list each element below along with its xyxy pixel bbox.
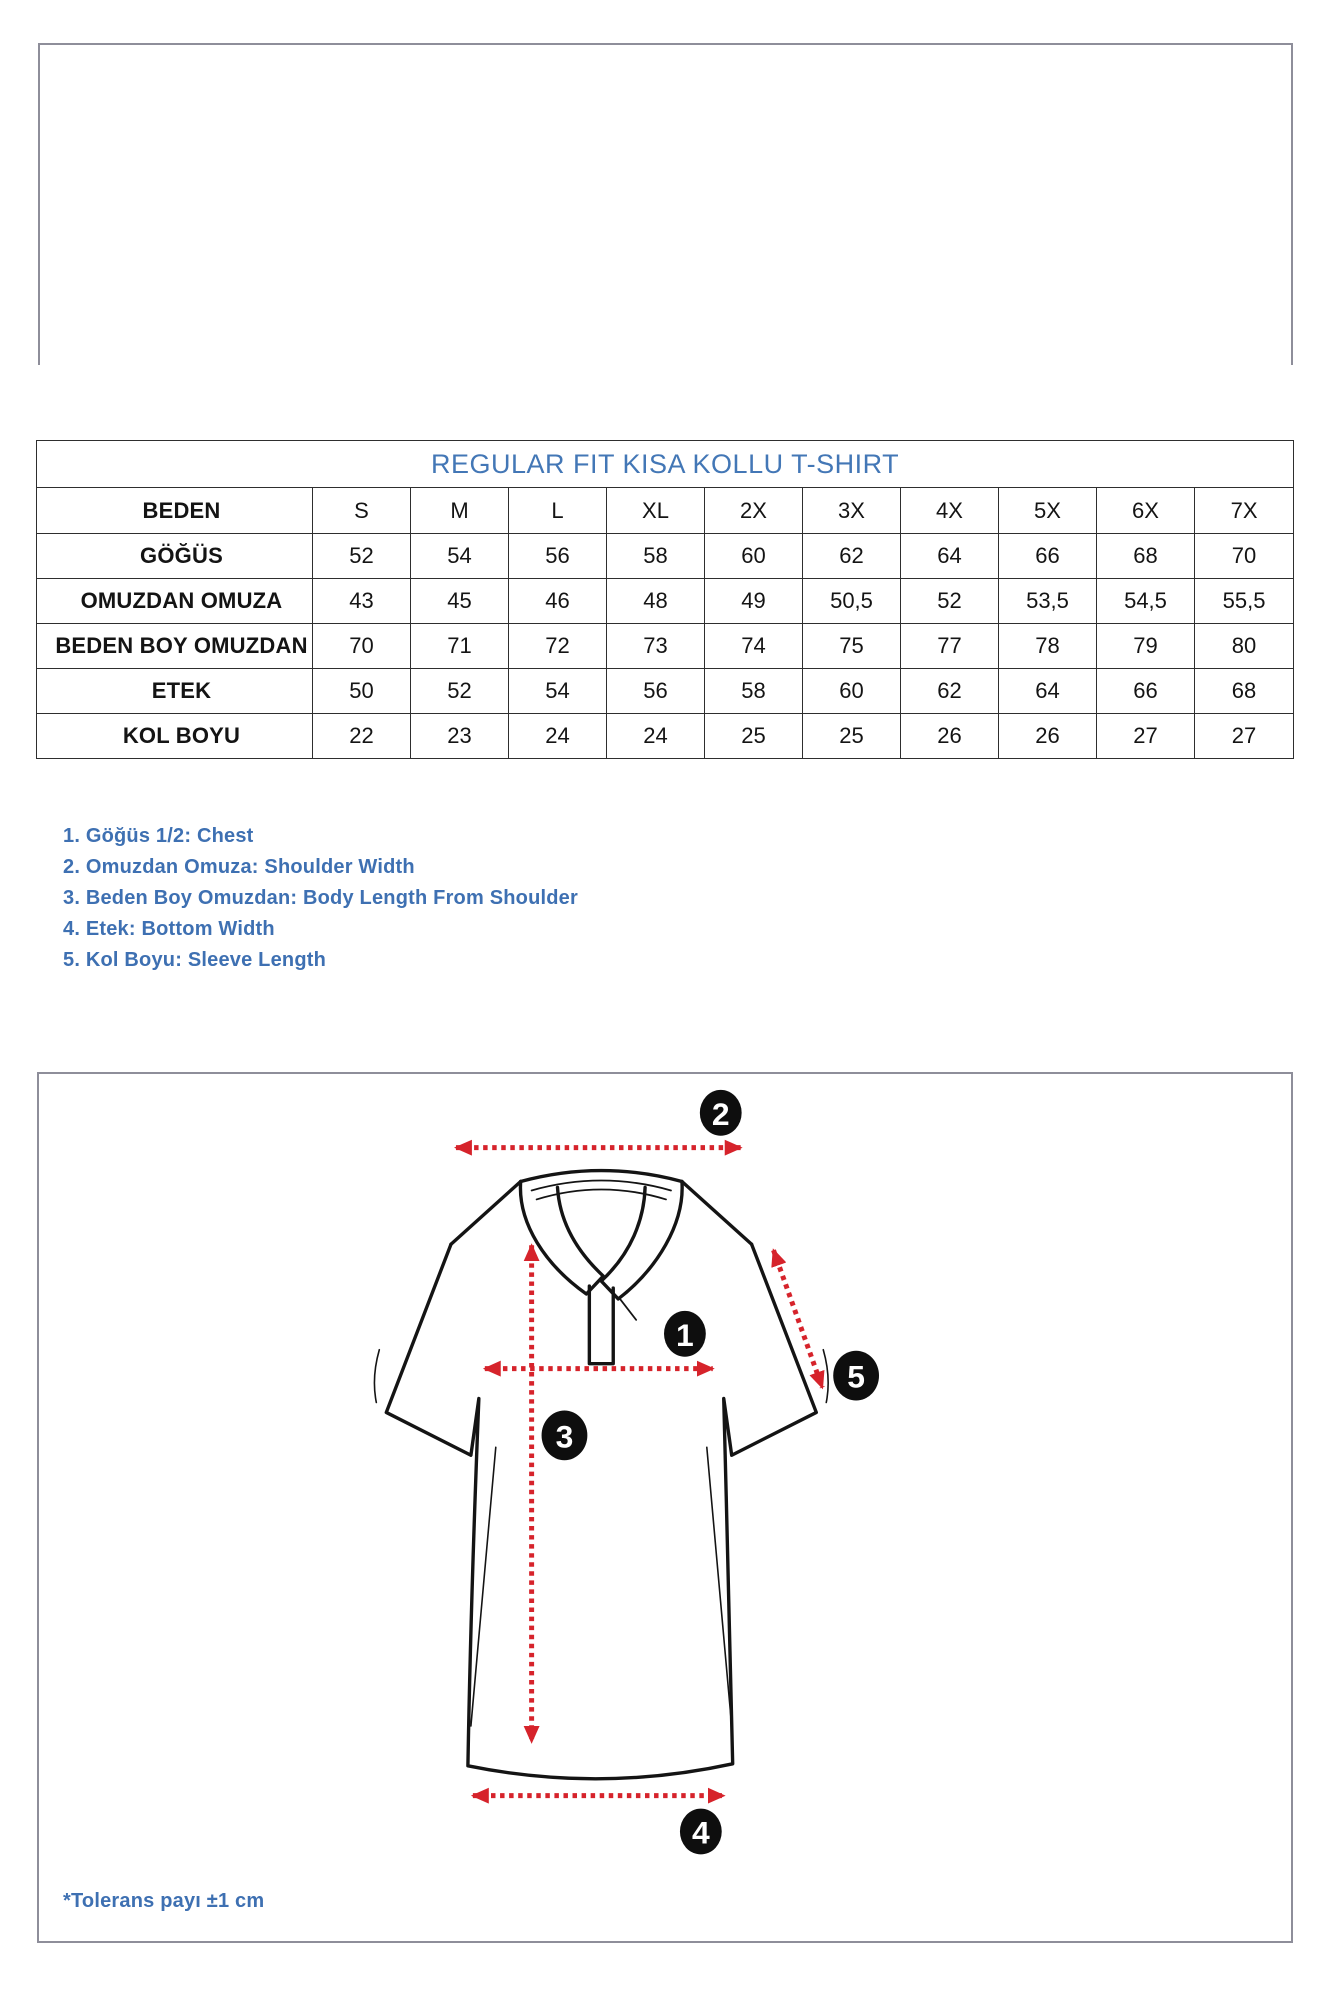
size-value-cell: 48 (607, 579, 705, 624)
measurement-row-label: KOL BOYU (37, 714, 313, 759)
polo-shirt-drawing (374, 1171, 828, 1779)
table-row (37, 579, 1294, 624)
measurement-row-label: ETEK (37, 669, 313, 714)
size-value-cell: 66 (999, 534, 1097, 579)
size-value-cell: 52 (313, 534, 411, 579)
size-value-cell: 27 (1195, 714, 1294, 759)
legend-item-sleeve-length: 5. Kol Boyu: Sleeve Length (63, 949, 327, 971)
table-row (37, 669, 1294, 714)
marker-3-body-length (542, 1410, 588, 1460)
size-col-header: L (509, 488, 607, 534)
size-col-header: 3X (803, 488, 901, 534)
size-value-cell: 54 (509, 669, 607, 714)
size-value-cell: 46 (509, 579, 607, 624)
size-value-cell: 25 (803, 714, 901, 759)
size-value-cell: 68 (1195, 669, 1294, 714)
size-table (36, 440, 1294, 759)
size-value-cell: 43 (313, 579, 411, 624)
size-value-cell: 70 (313, 624, 411, 669)
size-value-cell: 24 (509, 714, 607, 759)
size-col-header: XL (607, 488, 705, 534)
table-row (37, 624, 1294, 669)
size-value-cell: 26 (901, 714, 999, 759)
size-value-cell: 45 (411, 579, 509, 624)
size-value-cell: 77 (901, 624, 999, 669)
size-value-cell: 66 (1097, 669, 1195, 714)
tolerance-footnote: *Tolerans payı ±1 cm (63, 1890, 265, 1912)
size-value-cell: 72 (509, 624, 607, 669)
size-value-cell: 52 (901, 579, 999, 624)
size-col-header: 2X (705, 488, 803, 534)
size-value-cell: 49 (705, 579, 803, 624)
size-value-cell: 53,5 (999, 579, 1097, 624)
table-title: REGULAR FIT KISA KOLLU T-SHIRT (37, 441, 1294, 488)
size-value-cell: 56 (607, 669, 705, 714)
size-value-cell: 70 (1195, 534, 1294, 579)
size-value-cell: 79 (1097, 624, 1195, 669)
measurement-legend (63, 826, 578, 981)
measurement-row-label: BEDEN BOY OMUZDAN (37, 624, 313, 669)
size-value-cell: 52 (411, 669, 509, 714)
marker-3-label: 3 (555, 1418, 574, 1455)
empty-image-frame (38, 43, 1293, 365)
table-row (37, 534, 1294, 579)
legend-item-body-length: 3. Beden Boy Omuzdan: Body Length From Shoulder (63, 887, 578, 909)
size-value-cell: 58 (705, 669, 803, 714)
marker-5-sleeve-length (833, 1351, 879, 1401)
size-value-cell: 58 (607, 534, 705, 579)
size-value-cell: 64 (901, 534, 999, 579)
marker-5-label: 5 (847, 1358, 865, 1395)
size-value-cell: 62 (901, 669, 999, 714)
size-value-cell: 73 (607, 624, 705, 669)
marker-2-shoulder-width (700, 1090, 742, 1136)
size-header-label: BEDEN (37, 488, 313, 534)
marker-4-label: 4 (691, 1814, 710, 1851)
size-value-cell: 22 (313, 714, 411, 759)
marker-1-label: 1 (676, 1316, 694, 1353)
legend-item-shoulder-width: 2. Omuzdan Omuza: Shoulder Width (63, 856, 415, 878)
polo-shirt-measurement-diagram (39, 1074, 1291, 1941)
measurement-row-label: OMUZDAN OMUZA (37, 579, 313, 624)
size-col-header: 7X (1195, 488, 1294, 534)
size-value-cell: 55,5 (1195, 579, 1294, 624)
size-value-cell: 50 (313, 669, 411, 714)
size-value-cell: 78 (999, 624, 1097, 669)
size-value-cell: 62 (803, 534, 901, 579)
size-col-header: S (313, 488, 411, 534)
legend-item-bottom-width: 4. Etek: Bottom Width (63, 918, 275, 940)
size-value-cell: 50,5 (803, 579, 901, 624)
size-value-cell: 26 (999, 714, 1097, 759)
size-value-cell: 60 (803, 669, 901, 714)
marker-1-chest (664, 1311, 706, 1357)
measurement-arrows (456, 1148, 822, 1796)
size-value-cell: 60 (705, 534, 803, 579)
size-col-header: 4X (901, 488, 999, 534)
size-value-cell: 54,5 (1097, 579, 1195, 624)
size-value-cell: 23 (411, 714, 509, 759)
size-value-cell: 25 (705, 714, 803, 759)
size-value-cell: 24 (607, 714, 705, 759)
measurement-row-label: GÖĞÜS (37, 534, 313, 579)
table-row (37, 714, 1294, 759)
legend-item-chest: 1. Göğüs 1/2: Chest (63, 825, 254, 847)
marker-2-label: 2 (711, 1095, 730, 1132)
size-value-cell: 74 (705, 624, 803, 669)
size-value-cell: 71 (411, 624, 509, 669)
marker-4-bottom-width (680, 1809, 722, 1855)
size-value-cell: 56 (509, 534, 607, 579)
size-col-header: M (411, 488, 509, 534)
size-value-cell: 80 (1195, 624, 1294, 669)
size-col-header: 6X (1097, 488, 1195, 534)
size-value-cell: 27 (1097, 714, 1195, 759)
measurement-diagram-box (37, 1072, 1293, 1943)
size-value-cell: 64 (999, 669, 1097, 714)
size-table-section (36, 440, 1293, 759)
size-value-cell: 68 (1097, 534, 1195, 579)
size-value-cell: 54 (411, 534, 509, 579)
size-value-cell: 75 (803, 624, 901, 669)
size-col-header: 5X (999, 488, 1097, 534)
